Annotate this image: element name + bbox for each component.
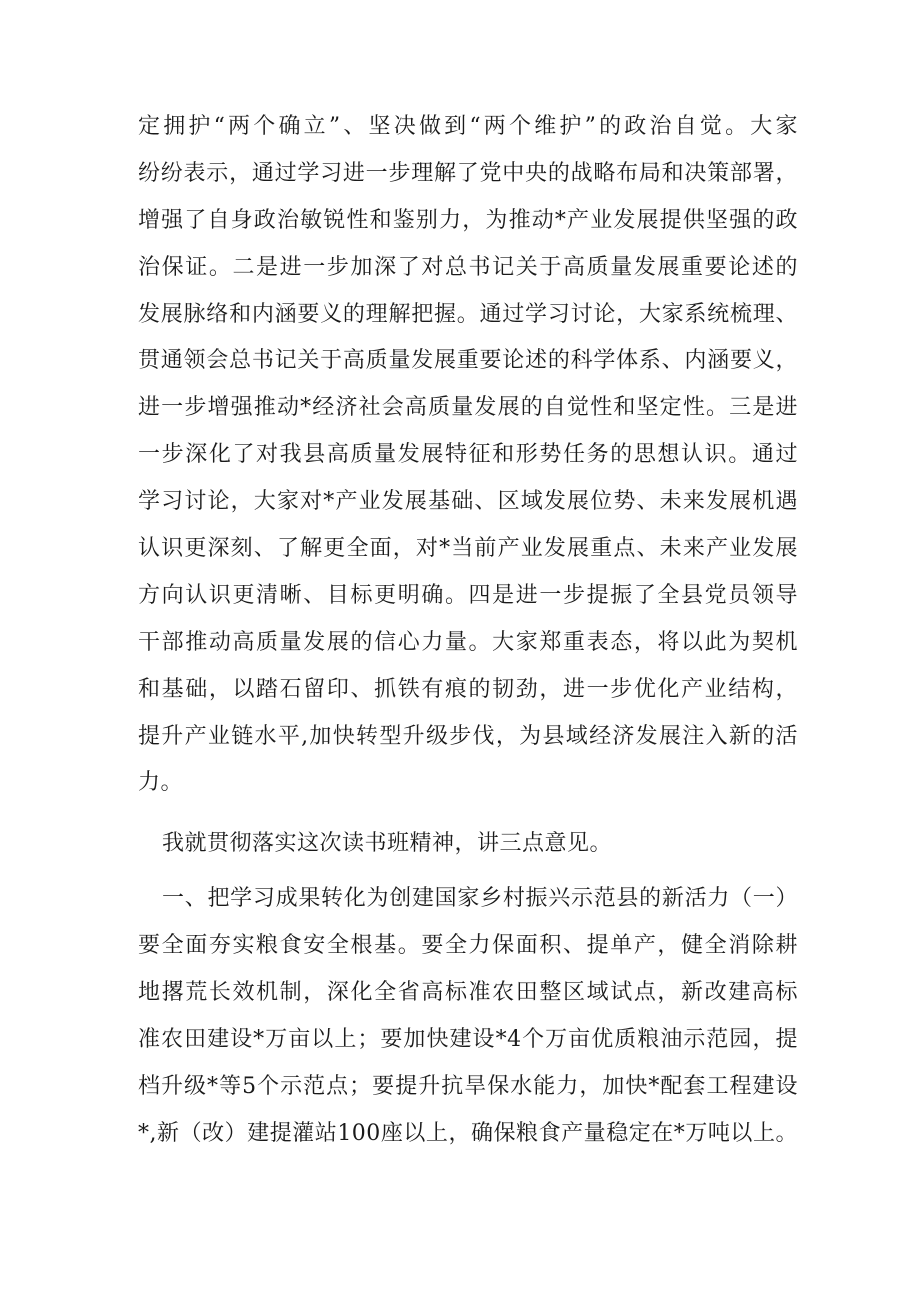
paragraph-spacer — [138, 807, 798, 821]
text-line: 进一步增强推动*经济社会高质量发展的自觉性和坚定性。三是进 — [138, 395, 798, 421]
text-line: 治保证。二是进一步加深了对总书记关于高质量发展重要论述的 — [138, 254, 798, 280]
text-line: 档升级*等5个示范点；要提升抗旱保水能力，加快*配套工程建设 — [138, 1073, 798, 1099]
paragraph-section-one — [138, 876, 798, 1157]
text-line: 和基础，以踏石留印、抓铁有痕的韧劲，进一步优化产业结构， — [138, 676, 798, 702]
text-line: 认识更深刻、了解更全面，对*当前产业发展重点、未来产业发展 — [138, 536, 798, 562]
text-line: 提升产业链水平,加快转型升级步伐，为县域经济发展注入新的活 — [138, 723, 798, 749]
text-line: 贯通领会总书记关于高质量发展重要论述的科学体系、内涵要义， — [138, 348, 798, 374]
text-line: 增强了自身政治敏锐性和鉴别力，为推动*产业发展提供坚强的政 — [138, 207, 798, 233]
text-line: 学习讨论，大家对*产业发展基础、区域发展位势、未来发展机遇 — [138, 489, 798, 515]
paragraph-spacer — [138, 868, 798, 876]
text-line: 一步深化了对我县高质量发展特征和形势任务的思想认识。通过 — [138, 442, 798, 468]
paragraph-intro-opinions — [138, 821, 798, 868]
paragraph-study-outcomes — [138, 104, 798, 807]
text-line: 方向认识更清晰、目标更明确。四是进一步提振了全县党员领导 — [138, 582, 798, 608]
text-line: *,新（改）建提灌站100座以上，确保粮食产量稳定在*万吨以上。 — [138, 1120, 798, 1146]
text-line: 发展脉络和内涵要义的理解把握。通过学习讨论，大家系统梳理、 — [138, 301, 798, 327]
text-line: 定拥护“两个确立”、坚决做到“两个维护”的政治自觉。大家 — [138, 114, 798, 139]
text-line: 准农田建设*万亩以上；要加快建设*4个万亩优质粮油示范园，提 — [138, 1026, 798, 1052]
text-line: 干部推动高质量发展的信心力量。大家郑重表态，将以此为契机 — [138, 629, 798, 655]
text-line: 我就贯彻落实这次读书班精神，讲三点意见。 — [162, 831, 613, 857]
document-body — [138, 104, 798, 1158]
text-line: 力。 — [138, 770, 184, 796]
section-heading-line: 一、把学习成果转化为创建国家乡村振兴示范县的新活力（一） — [162, 886, 798, 912]
text-line: 地撂荒长效机制，深化全省高标准农田整区域试点，新改建高标 — [138, 980, 798, 1006]
text-line: 纷纷表示，通过学习进一步理解了党中央的战略布局和决策部署， — [138, 160, 798, 186]
text-line: 要全面夯实粮食安全根基。要全力保面积、提单产，健全消除耕 — [138, 933, 798, 959]
